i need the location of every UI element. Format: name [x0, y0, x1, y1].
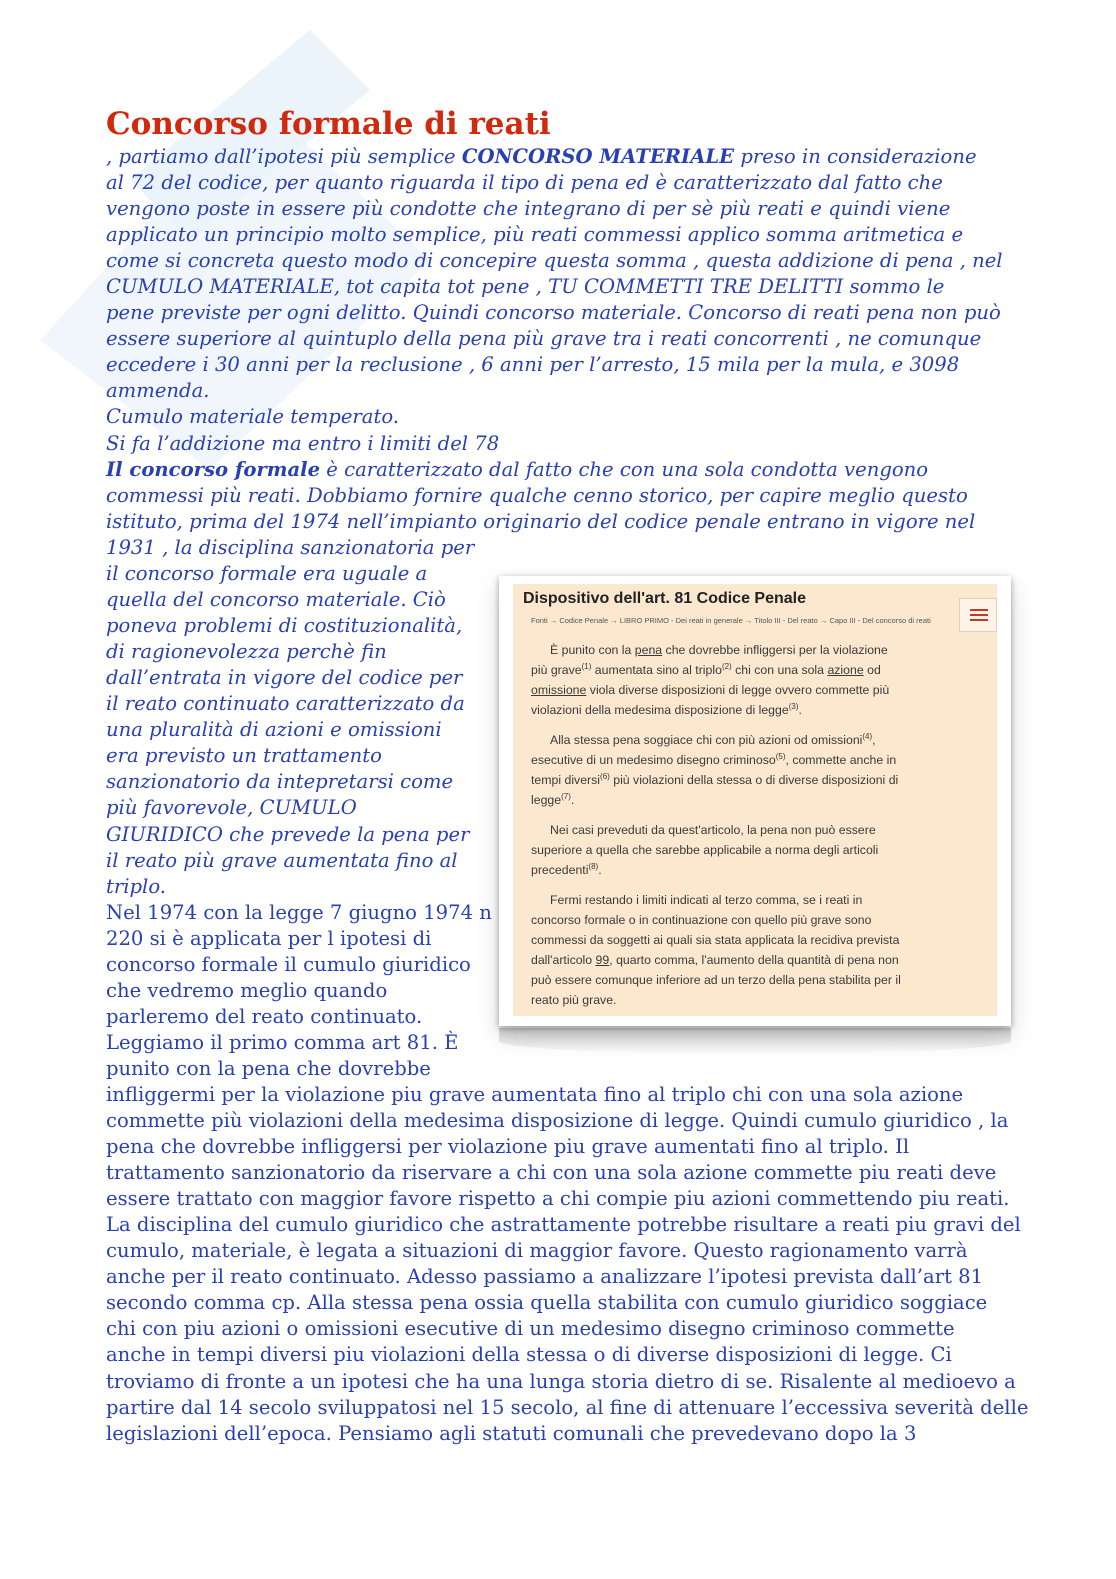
footnote-ref[interactable]: (3)	[788, 701, 799, 711]
bottom-line: troviamo di fronte a un ipotesi che ha una lunga storia dietro di se. Risalente al medioevo a	[106, 1369, 1016, 1393]
article-line: può essere comunque inferiore ad un terzo della pena stabilita per il	[531, 973, 901, 987]
glossary-link[interactable]: azione	[827, 663, 864, 677]
intro-line: Cumulo materiale temperato.	[106, 405, 400, 429]
footnote-ref[interactable]: (6)	[600, 771, 610, 781]
wrapped-italic-line: più favorevole, CUMULO	[106, 796, 357, 820]
intro-line: pene previste per ogni delitto. Quindi concorso materiale. Concorso di reati pena non può	[106, 301, 1001, 325]
article-paragraph	[531, 890, 971, 1010]
intro-paragraph	[106, 144, 1006, 535]
bottom-paragraph	[106, 1082, 1029, 1447]
screenshot-content	[513, 584, 997, 1016]
bottom-line: anche in tempi diversi piu violazioni della stessa o di diverse disposizioni di legge. Ci	[106, 1343, 952, 1367]
intro-line: essere superiore al quintuplo della pena più grave tra i reati concorrenti , ne comunque	[106, 327, 982, 351]
glossary-link[interactable]: pena	[634, 643, 663, 657]
article-line: precedenti$^{(8)}$.	[531, 861, 602, 877]
wrapped-italic-text	[106, 535, 478, 900]
article-line: tempi diversi$^{(6)}$ più violazioni della stessa o di diverse disposizioni di	[531, 771, 899, 787]
article-line: reato più grave.	[531, 993, 617, 1007]
article-line: dall'articolo 99, quarto comma, l'aumento della quantità di pena non	[531, 953, 899, 967]
intro-line: eccedere i 30 anni per la reclusione , 6 anni per l’arresto, 15 mila per la mula, e 3098	[106, 353, 960, 377]
footnote-ref[interactable]: (5)	[775, 751, 786, 761]
bottom-line: partire dal 14 secolo sviluppatosi nel 15 secolo, al fine di attenuare l’eccessiva severità delle	[106, 1395, 1029, 1419]
article-paragraph	[531, 730, 971, 810]
wrapped-italic-line: era previsto un trattamento	[106, 744, 382, 768]
article-line: più grave$^{(1)}$ aumentata sino al triplo$^{(2)}$ chi con una sola azione od	[531, 661, 881, 677]
bottom-line: secondo comma cp. Alla stessa pena ossia quella stabilita con cumulo giuridico soggiace	[106, 1291, 988, 1315]
wrapped-italic-line: il reato continuato caratterizzato da	[106, 692, 465, 716]
article-line: È punito con la pena che dovrebbe infliggersi per la violazione	[550, 643, 888, 657]
intro-line: come si concreta questo modo di concepire questa somma , questa addizione di pena , nel	[106, 249, 1003, 273]
bottom-line: La disciplina del cumulo giuridico che astrattamente potrebbe risultare a reati piu gravi del	[106, 1213, 1021, 1237]
glossary-link[interactable]: omissione	[531, 683, 587, 697]
footnote-ref[interactable]: (4)	[862, 731, 873, 741]
bottom-line: infliggermi per la violazione piu grave aumentata fino al triplo chi con una sola azione	[106, 1083, 964, 1106]
wrapped-roman-line: Nel 1974 con la legge 7 giugno 1974 n	[106, 900, 492, 924]
intro-line: al 72 del codice, per quanto riguarda il tipo di pena ed è caratterizzato dal fatto che	[106, 171, 943, 195]
wrapped-italic-line: dall’entrata in vigore del codice per	[106, 666, 463, 690]
footnote-ref[interactable]: (1)	[581, 661, 592, 671]
wrapped-paragraph	[106, 535, 492, 1082]
screenshot-title: Dispositivo dell'art. 81 Codice Penale	[523, 590, 807, 607]
bold-term: CONCORSO MATERIALE	[461, 145, 735, 168]
wrapped-roman-line: che vedremo meglio quando	[106, 978, 388, 1002]
article-paragraph	[531, 640, 971, 720]
article-line: Nei casi preveduti da quest'articolo, la pena non può essere	[550, 823, 876, 837]
wrapped-italic-line: 1931 , la disciplina sanzionatoria per	[106, 536, 475, 559]
article-line: Alla stessa pena soggiace chi con più azioni od omissioni$^{(4)}$,	[550, 731, 876, 747]
article-line: concorso formale o in continuazione con quello più grave sono	[531, 913, 872, 927]
article-line: legge$^{(7)}$.	[531, 791, 575, 807]
bottom-line: chi con piu azioni o omissioni esecutive di un medesimo disegno criminoso commette	[106, 1317, 955, 1341]
screenshot-shadow	[499, 1028, 1011, 1054]
article-line: omissione viola diverse disposizioni di legge ovvero commette più	[531, 683, 890, 697]
article-line: commessi da soggetti ai quali sia stata applicata la recidiva prevista	[531, 933, 900, 947]
wrapped-italic-line: poneva problemi di costituzionalità,	[106, 614, 463, 638]
intro-line: istituto, prima del 1974 nell’impianto originario del codice penale entrano in vigore nel	[106, 509, 976, 533]
bottom-line: legislazioni dell’epoca. Pensiamo agli statuti comunali che prevedevano dopo la 3	[106, 1421, 917, 1445]
bottom-line: pena che dovrebbe infliggersi per violazione piu grave aumentati fino al triplo. Il	[106, 1135, 910, 1159]
wrapped-roman-line: 220 si è applicata per l ipotesi di	[106, 926, 432, 950]
intro-line: vengono poste in essere più condotte che integrano di per sè più reati e quindi viene	[106, 197, 951, 221]
document-title: Concorso formale di reati	[106, 106, 551, 142]
bottom-line: essere trattato con maggior favore rispetto a chi compie piu azioni commettendo piu reati.	[106, 1187, 1010, 1211]
footnote-ref[interactable]: (2)	[721, 661, 732, 671]
wrapped-italic-line: GIURIDICO che prevede la pena per	[106, 822, 470, 846]
wrapped-italic-line: di ragionevolezza perchè fin	[106, 640, 387, 664]
wrapped-italic-line: una pluralità di azioni e omissioni	[106, 718, 442, 742]
wrapped-italic-line: il reato più grave aumentata fino al	[106, 848, 458, 872]
wrapped-roman-line: concorso formale il cumulo giuridico	[106, 952, 471, 976]
intro-line: applicato un principio molto semplice, più reati commessi applico somma aritmetica e	[106, 223, 964, 247]
article-line: violazioni della medesima disposizione di legge$^{(3)}$.	[531, 701, 802, 717]
article-81-screenshot	[499, 576, 1011, 1026]
intro-line: ammenda.	[106, 379, 210, 403]
intro-line: Si fa l’addizione ma entro i limiti del 78	[106, 431, 500, 455]
footnote-ref[interactable]: (8)	[588, 861, 599, 871]
bottom-line: commette più violazioni della medesima disposizione di legge. Quindi cumulo giuridico , la	[106, 1109, 1009, 1133]
intro-line: Il concorso formale è caratterizzato dal fatto che con una sola condotta vengono	[106, 457, 929, 481]
wrapped-italic-line: il concorso formale era uguale a	[106, 562, 428, 586]
wrapped-italic-line: triplo.	[106, 874, 166, 898]
screenshot-frame	[499, 576, 1011, 1026]
footnote-ref[interactable]: (7)	[561, 791, 571, 801]
wrapped-roman-line: punito con la pena che dovrebbe	[106, 1056, 431, 1080]
bottom-line: anche per il reato continuato. Adesso passiamo a analizzare l’ipotesi prevista dall’art 81	[106, 1265, 984, 1289]
intro-line: , partiamo dall’ipotesi più semplice CONCORSO MATERIALE preso in considerazione	[106, 145, 977, 168]
wrapped-roman-text	[106, 900, 492, 1082]
article-line: superiore a quella che sarebbe applicabile a norma degli articoli	[531, 843, 879, 857]
bold-term: Il concorso formale	[106, 457, 321, 481]
article-paragraph	[531, 820, 971, 880]
bottom-line: trattamento sanzionatorio da riservare a chi con una sola azione commette piu reati deve	[106, 1161, 997, 1185]
intro-line: CUMULO MATERIALE, tot capita tot pene , TU COMMETTI TRE DELITTI sommo le	[106, 275, 945, 299]
intro-line: commessi più reati. Dobbiamo fornire qualche cenno storico, per capire meglio questo	[106, 483, 968, 507]
bottom-line: cumulo, materiale, è legata a situazioni di maggior favore. Questo ragionamento varrà	[106, 1239, 968, 1263]
article-line: Fermi restando i limiti indicati al terzo comma, se i reati in	[550, 893, 863, 907]
screenshot-breadcrumb: Fonti → Codice Penale → LIBRO PRIMO - Dei reati in generale → Titolo III - Del reato → Capo III - Del concorso di reati	[531, 616, 931, 625]
wrapped-italic-line: quella del concorso materiale. Ciò	[106, 588, 446, 612]
article-line: esecutive di un medesimo disegno criminoso$^{(5)}$, commette anche in	[531, 751, 897, 767]
wrapped-italic-line: sanzionatorio da intepretarsi come	[106, 770, 454, 794]
wrapped-roman-line: Leggiamo il primo comma art 81. È	[106, 1030, 459, 1054]
hamburger-menu-icon[interactable]	[959, 598, 997, 632]
glossary-link[interactable]: 99	[595, 953, 610, 967]
wrapped-roman-line: parleremo del reato continuato.	[106, 1004, 423, 1028]
